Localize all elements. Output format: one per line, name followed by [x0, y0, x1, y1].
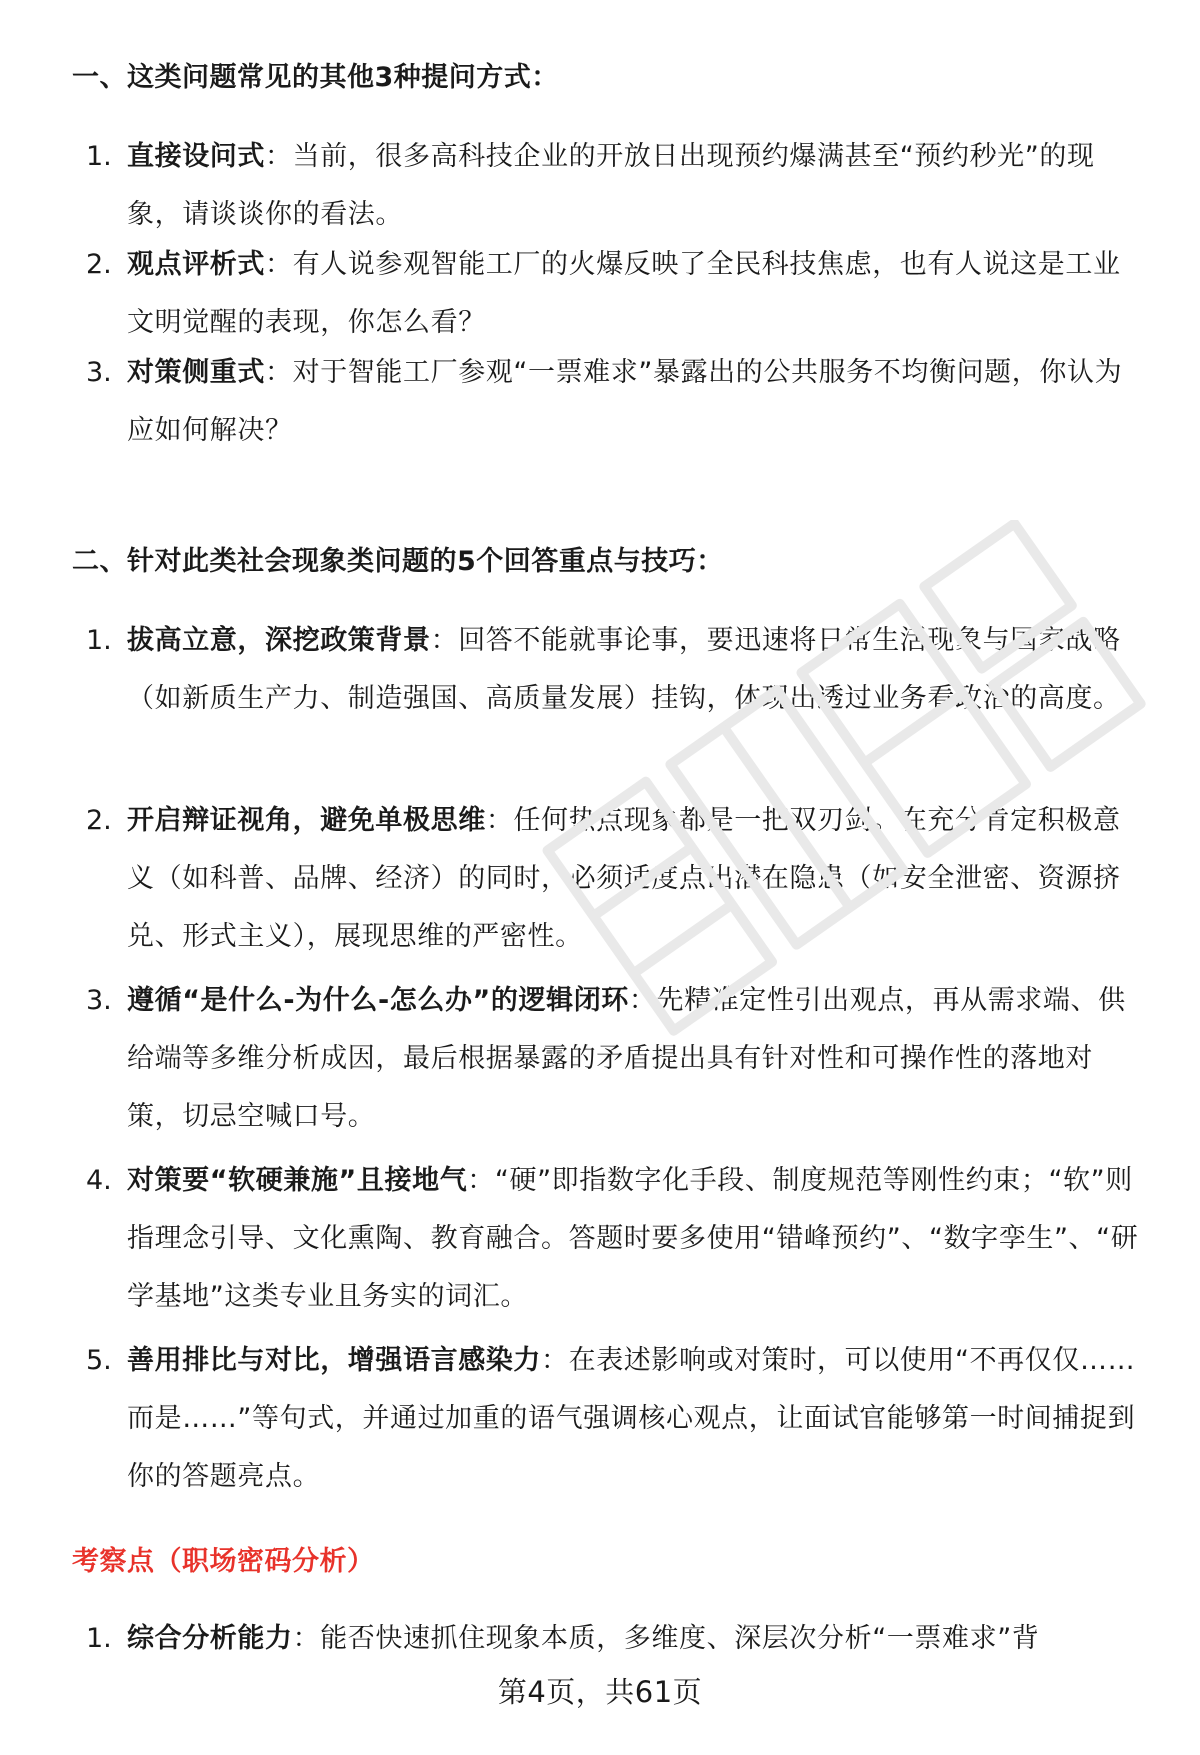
section-heading-answer-tips: 二、针对此类社会现象类问题的5个回答重点与技巧： — [72, 546, 724, 577]
list-item-text — [127, 1152, 1142, 1326]
list-item-text — [127, 1332, 1142, 1506]
list-item-title: 开启辩证视角，避免单极思维 — [127, 805, 486, 836]
list-item-body: ：回答不能就事论事，要迅速将日常生活现象与国家战略（如新质生产力、制造强国、高质量发展）挂钩，体现出透过业务看政治的高度。 — [127, 625, 1121, 714]
list-item-text — [127, 972, 1142, 1146]
list-number: 1. — [86, 141, 112, 172]
list-item-title: 综合分析能力 — [127, 1623, 293, 1654]
list-item-body: ：当前，很多高科技企业的开放日出现预约爆满甚至“预约秒光”的现象，请谈谈你的看法。 — [127, 141, 1095, 230]
list-item-title: 对策侧重式 — [127, 357, 265, 388]
list-number: 5. — [86, 1345, 112, 1376]
list-item-text — [127, 612, 1142, 728]
list-item-body: ：任何热点现象都是一把双刃剑。在充分肯定积极意义（如科普、品牌、经济）的同时，必须适度点出潜在隐患（如安全泄密、资源挤兑、形式主义），展现思维的严密性。 — [127, 805, 1121, 952]
list-number: 2. — [86, 249, 112, 280]
list-item-body: ：能否快速抓住现象本质，多维度、深层次分析“一票难求”背 — [292, 1623, 1040, 1654]
list-item-text — [127, 1610, 1142, 1668]
section-heading-assessment-points: 考察点（职场密码分析） — [72, 1546, 375, 1577]
list-item-title: 观点评析式 — [127, 249, 265, 280]
list-item-body: ：有人说参观智能工厂的火爆反映了全民科技焦虑，也有人说这是工业文明觉醒的表现，你怎么看？ — [127, 249, 1121, 338]
list-number: 1. — [86, 1623, 112, 1654]
list-item-text — [127, 236, 1142, 352]
list-number: 3. — [86, 985, 112, 1016]
list-item-body: ：对于智能工厂参观“一票难求”暴露出的公共服务不均衡问题，你认为应如何解决？ — [127, 357, 1123, 446]
page-number-footer: 第4页，共61页 — [497, 1675, 703, 1709]
list-item-text — [127, 128, 1142, 244]
list-item-title: 直接设问式 — [127, 141, 265, 172]
list-item-title: 对策要“软硬兼施”且接地气 — [127, 1165, 468, 1196]
list-item-text — [127, 344, 1142, 460]
list-item-title: 拔高立意，深挖政策背景 — [127, 625, 431, 656]
list-item-body: ：先精准定性引出观点，再从需求端、供给端等多维分析成因，最后根据暴露的矛盾提出具有针对性和可操作性的落地对策，切忌空喊口号。 — [127, 985, 1126, 1132]
list-item-title: 善用排比与对比，增强语言感染力 — [127, 1345, 541, 1376]
list-item-title: 遵循“是什么-为什么-怎么办”的逻辑闭环 — [127, 985, 629, 1016]
list-item-body: ：“硬”即指数字化手段、制度规范等刚性约束；“软”则指理念引导、文化熏陶、教育融合。答题时要多使用“错峰预约”、“数字孪生”、“研学基地”这类专业且务实的词汇。 — [127, 1165, 1139, 1312]
list-number: 3. — [86, 357, 112, 388]
list-number: 4. — [86, 1165, 112, 1196]
list-item-text — [127, 792, 1142, 966]
section-heading-question-types: 一、这类问题常见的其他3种提问方式： — [72, 62, 559, 93]
list-number: 2. — [86, 805, 112, 836]
list-number: 1. — [86, 625, 112, 656]
list-item-body: ：在表述影响或对策时，可以使用“不再仅仅……而是……”等句式，并通过加重的语气强调核心观点，让面试官能够第一时间捕捉到你的答题亮点。 — [127, 1345, 1136, 1492]
